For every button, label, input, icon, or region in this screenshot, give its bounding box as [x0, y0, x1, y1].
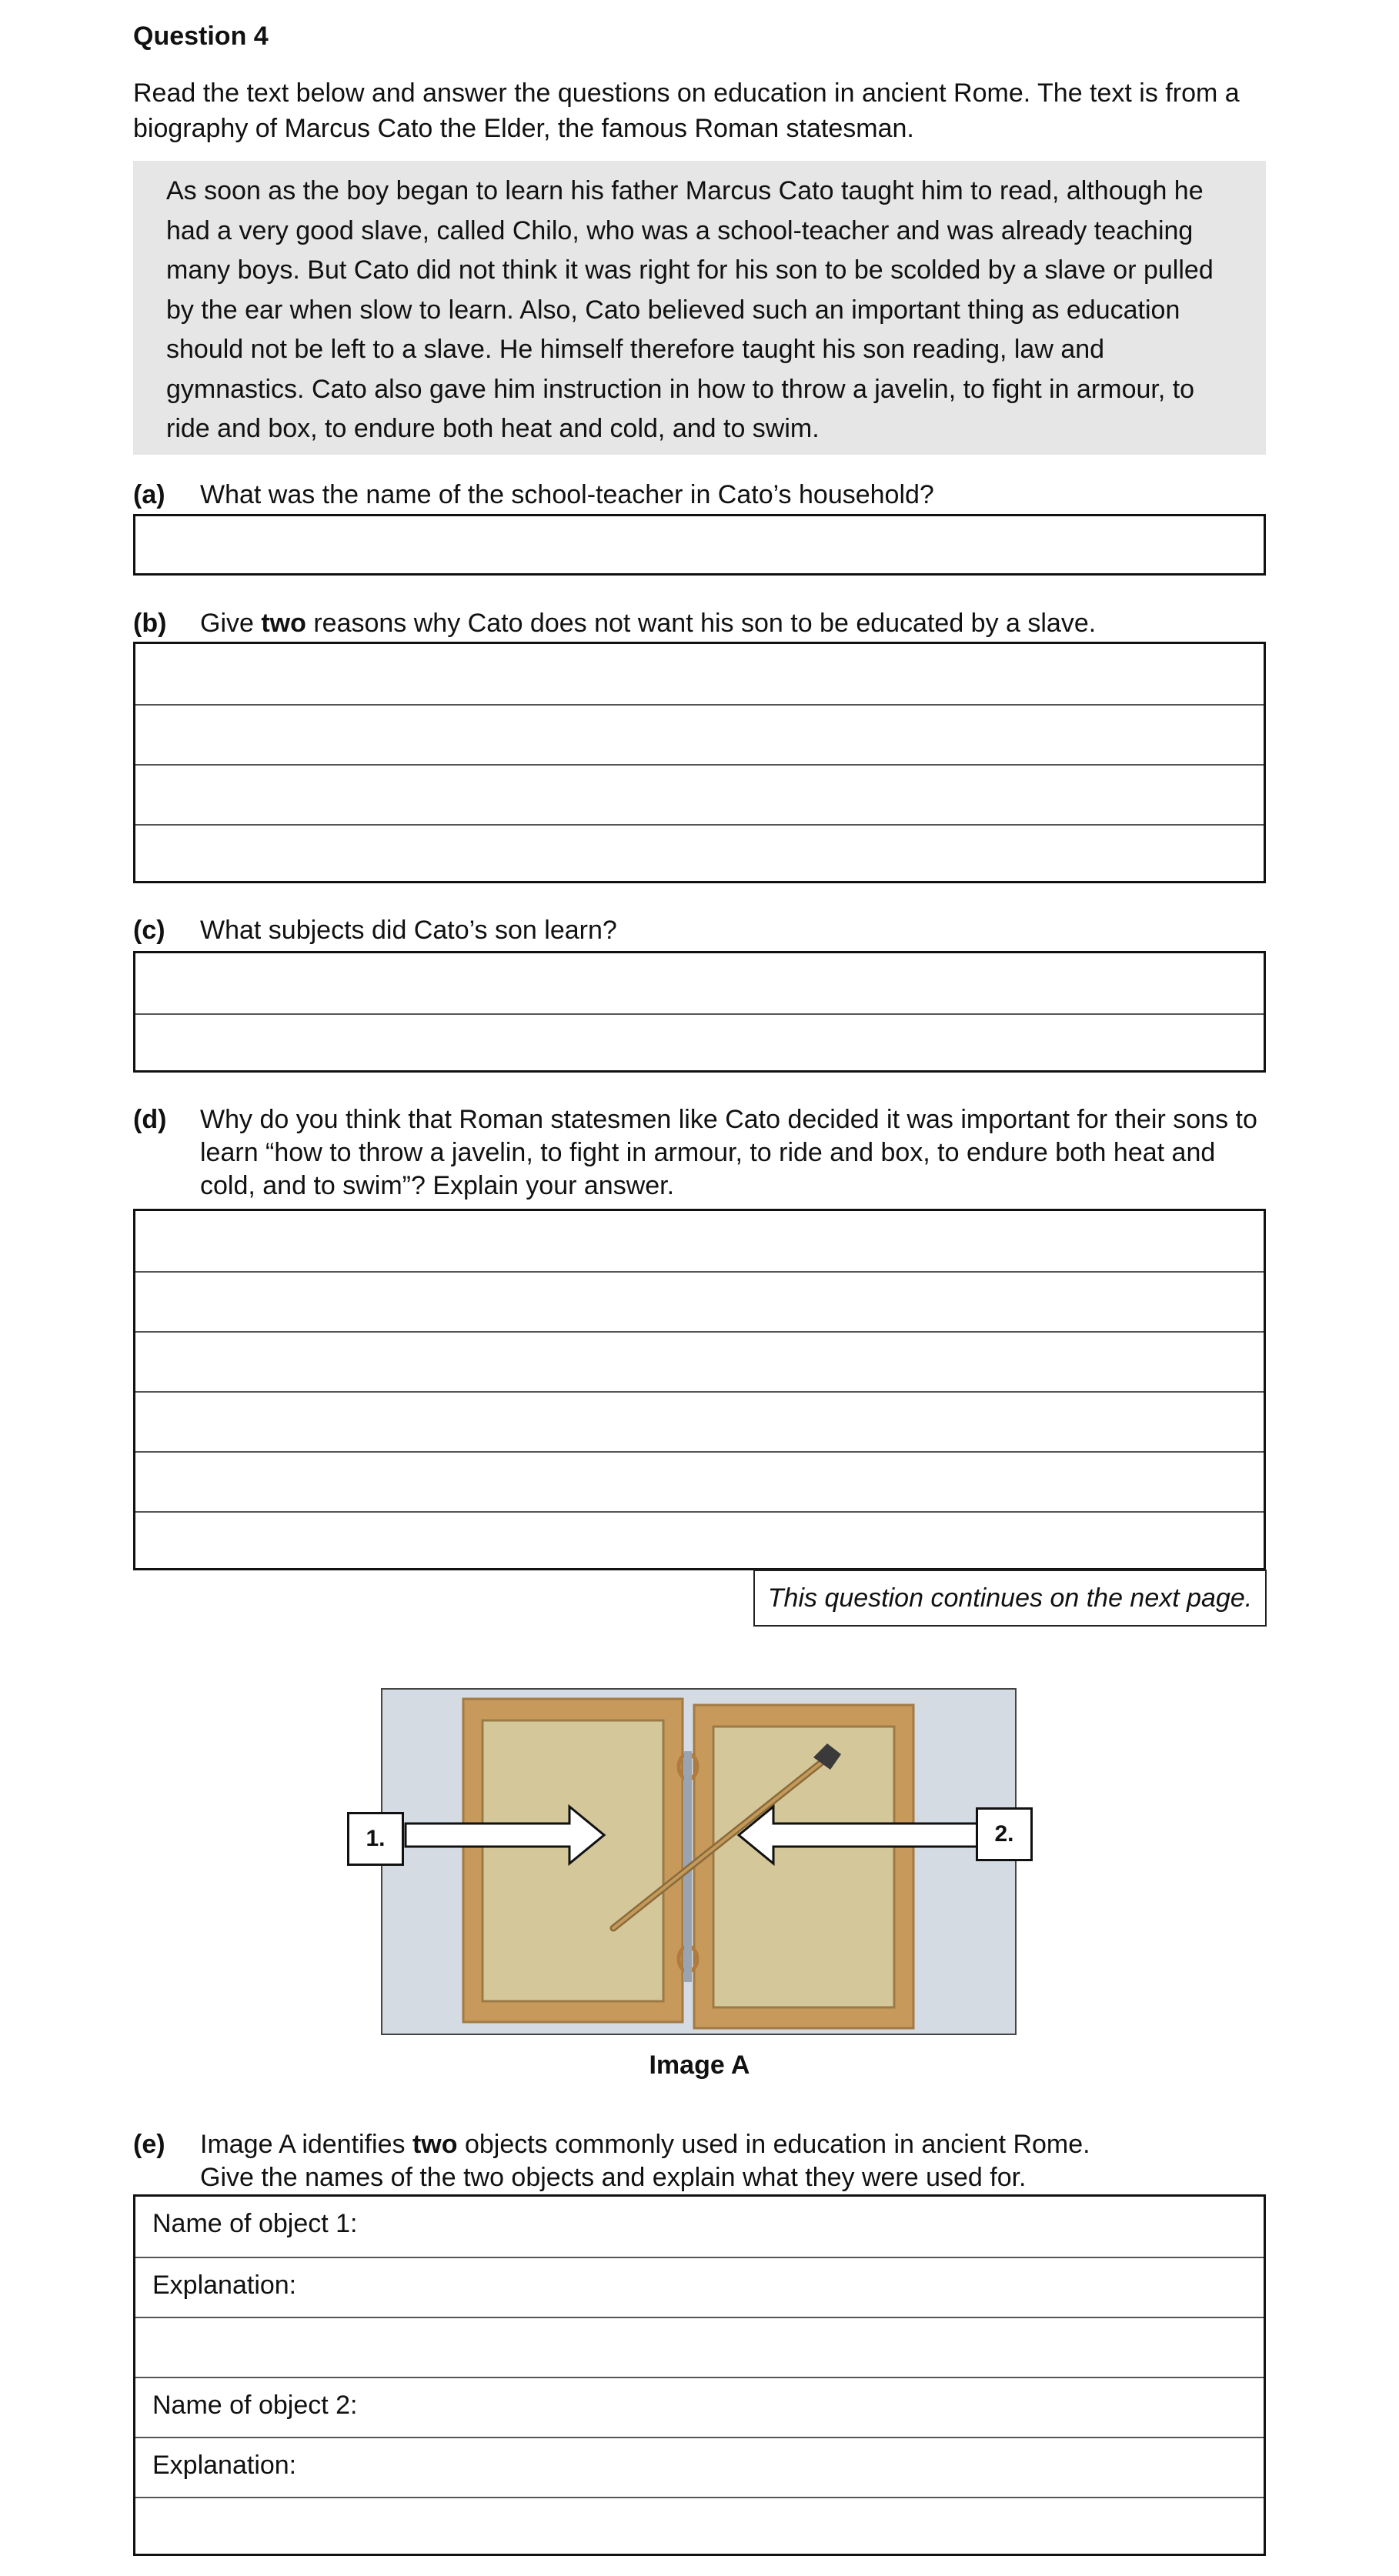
- marker-2: 2.: [976, 1807, 1033, 1861]
- answer-line[interactable]: [135, 1331, 1264, 1391]
- continue-note: This question continues on the next page.: [753, 1570, 1267, 1627]
- answer-line[interactable]: [135, 953, 1264, 1013]
- answer-line[interactable]: [135, 2497, 1264, 2557]
- part-d-answer-box[interactable]: [133, 1209, 1266, 1570]
- part-d-line: Why do you think that Roman statesmen like Cato decided it was important for their sons to: [200, 1105, 1257, 1134]
- part-d-line: learn “how to throw a javelin, to fight in armour, to ride and box, to endure both heat and: [200, 1138, 1216, 1167]
- image-arrows: [350, 1800, 1050, 1870]
- answer-line[interactable]: [135, 2317, 1264, 2377]
- answer-line[interactable]: [135, 824, 1264, 884]
- part-b-text-rest: reasons why Cato does not want his son to be educated by a slave.: [306, 609, 1097, 638]
- part-e-text-rest: objects commonly used in education in ancient Rome.: [457, 2130, 1090, 2159]
- part-e-question: [200, 2128, 1277, 2194]
- answer-line[interactable]: [135, 644, 1264, 704]
- part-d-question: [200, 1103, 1277, 1203]
- source-line: many boys. But Cato did not think it was right for his son to be scolded by a slave or pulled: [166, 255, 1214, 285]
- source-line: As soon as the boy began to learn his father Marcus Cato taught him to read, although he: [166, 176, 1204, 205]
- part-b-text: Give: [200, 609, 262, 638]
- part-c-label: (c): [133, 916, 165, 945]
- answer-line[interactable]: [135, 1271, 1264, 1331]
- part-e-line-2: Give the names of the two objects and explain what they were used for.: [200, 2163, 1027, 2192]
- part-c-answer-box[interactable]: [133, 951, 1266, 1073]
- answer-line[interactable]: [135, 1511, 1264, 1571]
- answer-line[interactable]: [135, 1451, 1264, 1511]
- question-title: Question 4: [133, 22, 269, 51]
- intro-line: biography of Marcus Cato the Elder, the famous Roman statesman.: [133, 114, 914, 143]
- part-e-emphasis: two: [412, 2130, 458, 2159]
- source-line: should not be left to a slave. He himself therefore taught his son reading, law and: [166, 335, 1105, 364]
- part-b-emphasis: two: [261, 609, 306, 638]
- field-label: Explanation:: [152, 2451, 297, 2480]
- field-label: Explanation:: [152, 2271, 297, 2300]
- source-line: gymnastics. Cato also gave him instruction in how to throw a javelin, to fight in armour, to: [166, 374, 1195, 404]
- part-a-answer-box[interactable]: [133, 514, 1266, 576]
- source-line: had a very good slave, called Chilo, who was a school-teacher and was already teaching: [166, 215, 1194, 245]
- intro-line: Read the text below and answer the questions on education in ancient Rome. The text is from a: [133, 78, 1240, 108]
- answer-line[interactable]: [135, 1013, 1264, 1073]
- part-c-question: What subjects did Cato’s son learn?: [200, 916, 617, 945]
- part-e-answer-box[interactable]: [133, 2194, 1266, 2556]
- part-b-answer-box[interactable]: [133, 642, 1266, 883]
- marker-1: 1.: [347, 1812, 404, 1866]
- part-e-label: (e): [133, 2130, 165, 2159]
- source-passage: [133, 161, 1266, 455]
- part-e-text: Image A identifies: [200, 2130, 412, 2159]
- part-d-line: cold, and to swim”? Explain your answer.: [200, 1171, 675, 1200]
- answer-line[interactable]: [135, 1391, 1264, 1451]
- object-1-explanation-field[interactable]: [135, 2257, 1264, 2317]
- part-b-question: [200, 607, 1096, 640]
- arrow-1-icon: [406, 1807, 604, 1864]
- answer-line[interactable]: [135, 704, 1264, 764]
- source-line: ride and box, to endure both heat and cold, and to swim.: [166, 414, 820, 443]
- part-a-question: What was the name of the school-teacher in Cato’s household?: [200, 480, 934, 509]
- object-2-explanation-field[interactable]: [135, 2437, 1264, 2497]
- answer-line[interactable]: [135, 1211, 1264, 1271]
- part-b-label: (b): [133, 609, 167, 638]
- intro-text: [133, 75, 1257, 146]
- part-a-label: (a): [133, 480, 165, 509]
- arrow-2-icon: [739, 1807, 979, 1864]
- part-e-line-1: [200, 2128, 1277, 2161]
- field-label: Name of object 2:: [152, 2391, 358, 2420]
- object-2-name-field[interactable]: [135, 2377, 1264, 2437]
- object-1-name-field[interactable]: [135, 2197, 1264, 2257]
- answer-line[interactable]: [135, 516, 1264, 576]
- source-line: by the ear when slow to learn. Also, Cato believed such an important thing as education: [166, 295, 1180, 325]
- field-label: Name of object 1:: [152, 2209, 358, 2238]
- image-caption: Image A: [649, 2050, 750, 2080]
- answer-line[interactable]: [135, 764, 1264, 824]
- part-d-label: (d): [133, 1105, 167, 1134]
